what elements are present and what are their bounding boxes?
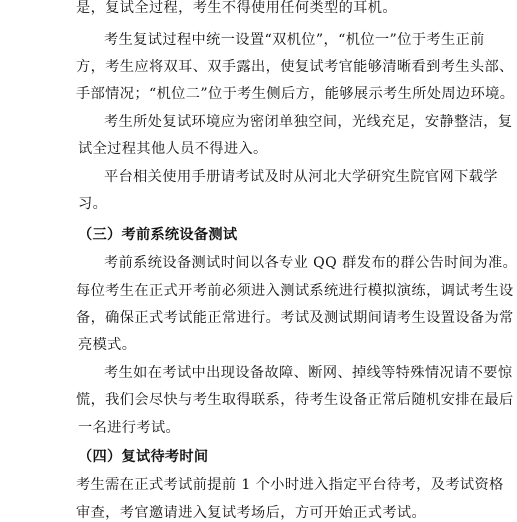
paragraph-line: 亮模式。 [78,337,137,353]
paragraph-line: 是，复试全过程，考生不得使用任何类型的耳机。 [76,0,397,16]
paragraph-line: 方，考生应将双耳、双手露出，使复试考官能够清晰看到考生头部、 [76,59,514,75]
paragraph-line: 备，确保正式考试能正常进行。考试及测试期间请考生设置设备为常 [76,310,514,326]
section-heading: （三）考前系统设备测试 [78,227,238,243]
paragraph-line: 考生复试过程中统一设置“双机位”，“机位一”位于考生正前 [104,32,485,48]
paragraph-line: 试全过程其他人员不得进入。 [78,141,268,157]
paragraph-line: 考生所处复试环境应为密闭单独空间，光线充足，安静整洁，复 [104,114,513,130]
paragraph-line: 考前系统设备测试时间以各专业 QQ 群发布的群公告时间为准。 [104,255,517,271]
paragraph-line: 平台相关使用手册请考试及时从河北大学研究生院官网下载学 [104,169,498,185]
paragraph-line: 考生需在正式考试前提前 1 个小时进入指定平台待考，及考试资格 [76,477,504,493]
paragraph-line: 审查，考官邀请进入复试考场后，方可开始正式考试。 [76,505,427,521]
paragraph-line: 手部情况；“机位二”位于考生侧后方，能够展示考生所处周边环境。 [76,86,515,102]
paragraph-line: 慌，我们会尽快与考生取得联系，待考生设备正常后随机安排在最后 [76,392,514,408]
paragraph-line: 考生如在考试中出现设备故障、断网、掉线等特殊情况请不要惊 [104,365,513,381]
paragraph-line: 习。 [78,196,108,212]
paragraph-line: 每位考生在正式开考前必须进入测试系统进行模拟演练，调试考生设 [76,283,514,299]
section-heading: （四）复试待考时间 [78,449,209,465]
paragraph-line: 一名进行考试。 [78,420,181,436]
